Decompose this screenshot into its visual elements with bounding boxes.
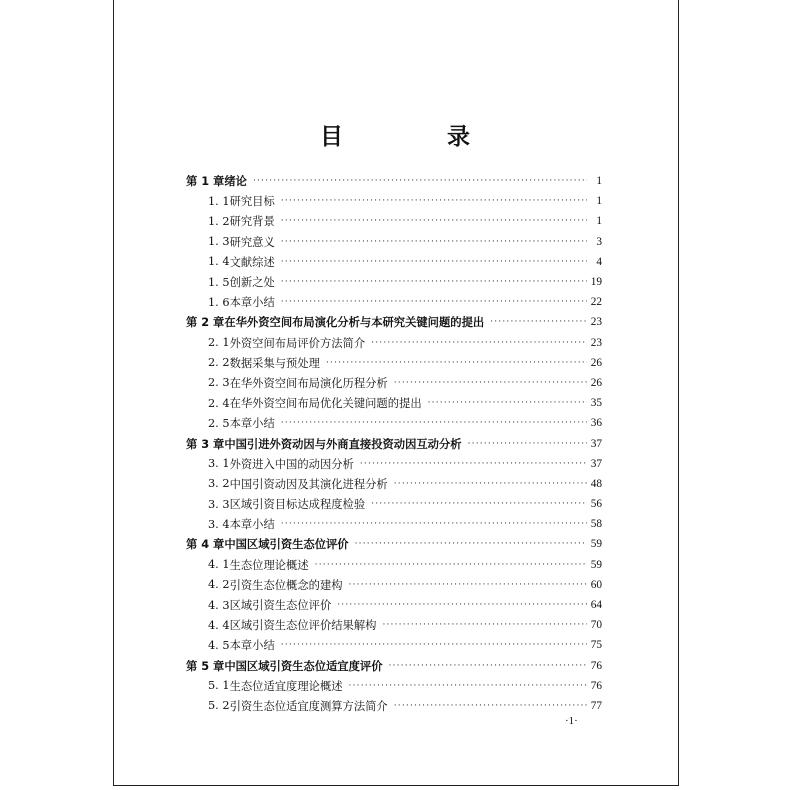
toc-leader-dots <box>281 418 587 428</box>
toc-entry-page: 56 <box>590 498 602 511</box>
toc-entry-page: 1 <box>596 215 602 228</box>
page-number-footer: ·1· <box>565 715 578 727</box>
toc-section-entry[interactable] <box>186 595 602 615</box>
toc-entry-number: 3. 4 <box>208 517 230 531</box>
toc-entry-number: 2. 2 <box>208 356 230 370</box>
toc-chapter-entry[interactable] <box>186 312 602 332</box>
toc-entry-title: 在华外资空间布局演化分析与本研究关键问题的提出 <box>224 316 485 330</box>
toc-entry-page: 58 <box>590 518 602 531</box>
toc-leader-dots <box>360 459 587 469</box>
toc-entry-number: 1. 3 <box>208 235 230 249</box>
toc-entry-number: 第 4 章 <box>186 538 225 552</box>
toc-entry-number: 1. 1 <box>208 194 230 208</box>
toc-entry-title: 中国引进外资动因与外商直接投资动因互动分析 <box>224 437 462 451</box>
toc-entry-title: 区域引资生态位评价 <box>229 599 332 613</box>
toc-section-entry[interactable] <box>186 635 602 655</box>
toc-section-entry[interactable] <box>186 272 602 292</box>
toc-section-entry[interactable] <box>186 555 602 575</box>
toc-entry-title: 中国引资动因及其演化进程分析 <box>229 477 388 491</box>
toc-leader-dots <box>281 277 587 287</box>
toc-entry-title: 在华外资空间布局演化历程分析 <box>229 376 388 390</box>
toc-section-entry[interactable] <box>186 373 602 393</box>
toc-leader-dots <box>315 560 587 570</box>
toc-entry-title: 本章小结 <box>229 417 275 431</box>
toc-entry-page: 64 <box>590 599 602 612</box>
toc-entry-number: 4. 3 <box>208 598 230 612</box>
toc-entry-title: 本章小结 <box>229 518 275 532</box>
toc-entry-number: 3. 1 <box>208 457 230 471</box>
toc-entry-number: 1. 6 <box>208 295 230 309</box>
toc-entry-number: 1. 5 <box>208 275 230 289</box>
toc-entry-number: 第 1 章 <box>186 175 225 189</box>
toc-section-entry[interactable] <box>186 494 602 514</box>
toc-entry-page: 76 <box>590 659 602 672</box>
toc-entry-title: 生态位理论概述 <box>229 558 309 572</box>
toc-entry-title: 在华外资空间布局优化关键问题的提出 <box>229 397 422 411</box>
toc-entry-page: 37 <box>590 457 602 470</box>
toc-entry-title: 引资生态位概念的建构 <box>229 578 343 592</box>
toc-leader-dots <box>394 378 587 388</box>
toc-entry-page: 35 <box>590 397 602 410</box>
toc-entry-title: 区域引资生态位评价结果解构 <box>229 619 377 633</box>
toc-leader-dots <box>349 681 587 691</box>
page-title: 目 录 <box>319 124 518 150</box>
toc-entry-number: 第 3 章 <box>186 437 225 451</box>
toc-entry-number: 4. 1 <box>208 558 230 572</box>
toc-entry-number: 4. 2 <box>208 578 230 592</box>
toc-entry-number: 4. 5 <box>208 638 230 652</box>
toc-entry-title: 文献综述 <box>229 255 275 269</box>
toc-entry-page: 48 <box>590 477 602 490</box>
toc-entry-title: 外资空间布局评价方法简介 <box>229 336 366 350</box>
toc-entry-number: 1. 2 <box>208 214 230 228</box>
toc-section-entry[interactable] <box>186 353 602 373</box>
toc-entry-page: 26 <box>590 376 602 389</box>
toc-section-entry[interactable] <box>186 191 602 211</box>
toc-entry-page: 59 <box>590 538 602 551</box>
toc-entry-number: 3. 3 <box>208 497 230 511</box>
toc-leader-dots <box>337 600 587 610</box>
toc-entry-page: 22 <box>590 296 602 309</box>
toc-leader-dots <box>281 519 587 529</box>
toc-entry-number: 第 5 章 <box>186 659 225 673</box>
toc-entry-title: 研究目标 <box>229 195 275 209</box>
toc-leader-dots <box>281 640 587 650</box>
toc-leader-dots <box>326 358 587 368</box>
toc-section-entry[interactable] <box>186 232 602 252</box>
toc-chapter-entry[interactable] <box>186 433 602 453</box>
toc-entry-page: 23 <box>590 316 602 329</box>
toc-entry-title: 中国区域引资生态位评价 <box>224 538 349 552</box>
toc-entry-title: 引资生态位适宜度测算方法简介 <box>229 699 388 713</box>
toc-section-entry[interactable] <box>186 575 602 595</box>
toc-entry-number: 第 2 章 <box>186 316 225 330</box>
toc-leader-dots <box>394 701 587 711</box>
toc-entry-title: 研究背景 <box>229 215 275 229</box>
toc-section-entry[interactable] <box>186 413 602 433</box>
toc-entry-title: 数据采集与预处理 <box>229 356 320 370</box>
toc-entry-number: 2. 5 <box>208 416 230 430</box>
toc-entry-page: 1 <box>596 175 602 188</box>
toc-entry-page: 36 <box>590 417 602 430</box>
toc-section-entry[interactable] <box>186 393 602 413</box>
toc-entry-page: 23 <box>590 336 602 349</box>
toc-entry-page: 4 <box>596 255 602 268</box>
toc-entry-number: 2. 4 <box>208 396 230 410</box>
toc-entry-page: 77 <box>590 699 602 712</box>
toc-entry-number: 2. 1 <box>208 336 230 350</box>
toc-entry-title: 生态位适宜度理论概述 <box>229 679 343 693</box>
toc-entry-page: 60 <box>590 578 602 591</box>
toc-entry-number: 2. 3 <box>208 376 230 390</box>
toc-entry-title: 研究意义 <box>229 235 275 249</box>
toc-chapter-entry[interactable] <box>186 171 602 191</box>
toc-entry-page: 70 <box>590 619 602 632</box>
toc-entry-page: 19 <box>590 276 602 289</box>
toc-section-entry[interactable] <box>186 454 602 474</box>
toc-entry-title: 中国区域引资生态位适宜度评价 <box>224 659 383 673</box>
toc-leader-dots <box>490 317 587 327</box>
toc-entry-page: 1 <box>596 195 602 208</box>
toc-section-entry[interactable] <box>186 696 602 716</box>
toc-leader-dots <box>281 297 587 307</box>
toc-entry-page: 3 <box>596 235 602 248</box>
toc-leader-dots <box>281 196 587 206</box>
toc-leader-dots <box>382 620 587 630</box>
toc-leader-dots <box>394 479 587 489</box>
toc-entry-title: 外资进入中国的动因分析 <box>229 457 354 471</box>
table-of-contents <box>186 171 602 716</box>
toc-entry-title: 区域引资目标达成程度检验 <box>229 498 366 512</box>
toc-entry-page: 59 <box>590 558 602 571</box>
toc-entry-page: 75 <box>590 639 602 652</box>
toc-section-entry[interactable] <box>186 676 602 696</box>
toc-entry-number: 5. 1 <box>208 679 230 693</box>
toc-section-entry[interactable] <box>186 252 602 272</box>
toc-entry-number: 4. 4 <box>208 618 230 632</box>
toc-entry-number: 3. 2 <box>208 477 230 491</box>
toc-section-entry[interactable] <box>186 514 602 534</box>
toc-leader-dots <box>371 499 587 509</box>
toc-chapter-entry[interactable] <box>186 534 602 554</box>
toc-entry-page: 76 <box>590 679 602 692</box>
toc-entry-title: 本章小结 <box>229 639 275 653</box>
toc-section-entry[interactable] <box>186 615 602 635</box>
toc-section-entry[interactable] <box>186 292 602 312</box>
toc-leader-dots <box>468 439 587 449</box>
toc-leader-dots <box>281 237 587 247</box>
toc-leader-dots <box>349 580 587 590</box>
toc-leader-dots <box>253 176 587 186</box>
toc-leader-dots <box>428 398 587 408</box>
toc-leader-dots <box>355 539 587 549</box>
toc-entry-number: 1. 4 <box>208 255 230 269</box>
toc-entry-title: 创新之处 <box>229 276 275 290</box>
toc-entry-page: 26 <box>590 356 602 369</box>
toc-leader-dots <box>281 216 587 226</box>
toc-leader-dots <box>389 661 588 671</box>
toc-section-entry[interactable] <box>186 474 602 494</box>
toc-entry-number: 5. 2 <box>208 699 230 713</box>
toc-entry-title: 绪论 <box>224 175 247 189</box>
toc-leader-dots <box>281 257 587 267</box>
toc-section-entry[interactable] <box>186 211 602 231</box>
toc-leader-dots <box>371 338 587 348</box>
toc-section-entry[interactable] <box>186 333 602 353</box>
toc-entry-page: 37 <box>590 437 602 450</box>
toc-entry-title: 本章小结 <box>229 296 275 310</box>
toc-chapter-entry[interactable] <box>186 656 602 676</box>
